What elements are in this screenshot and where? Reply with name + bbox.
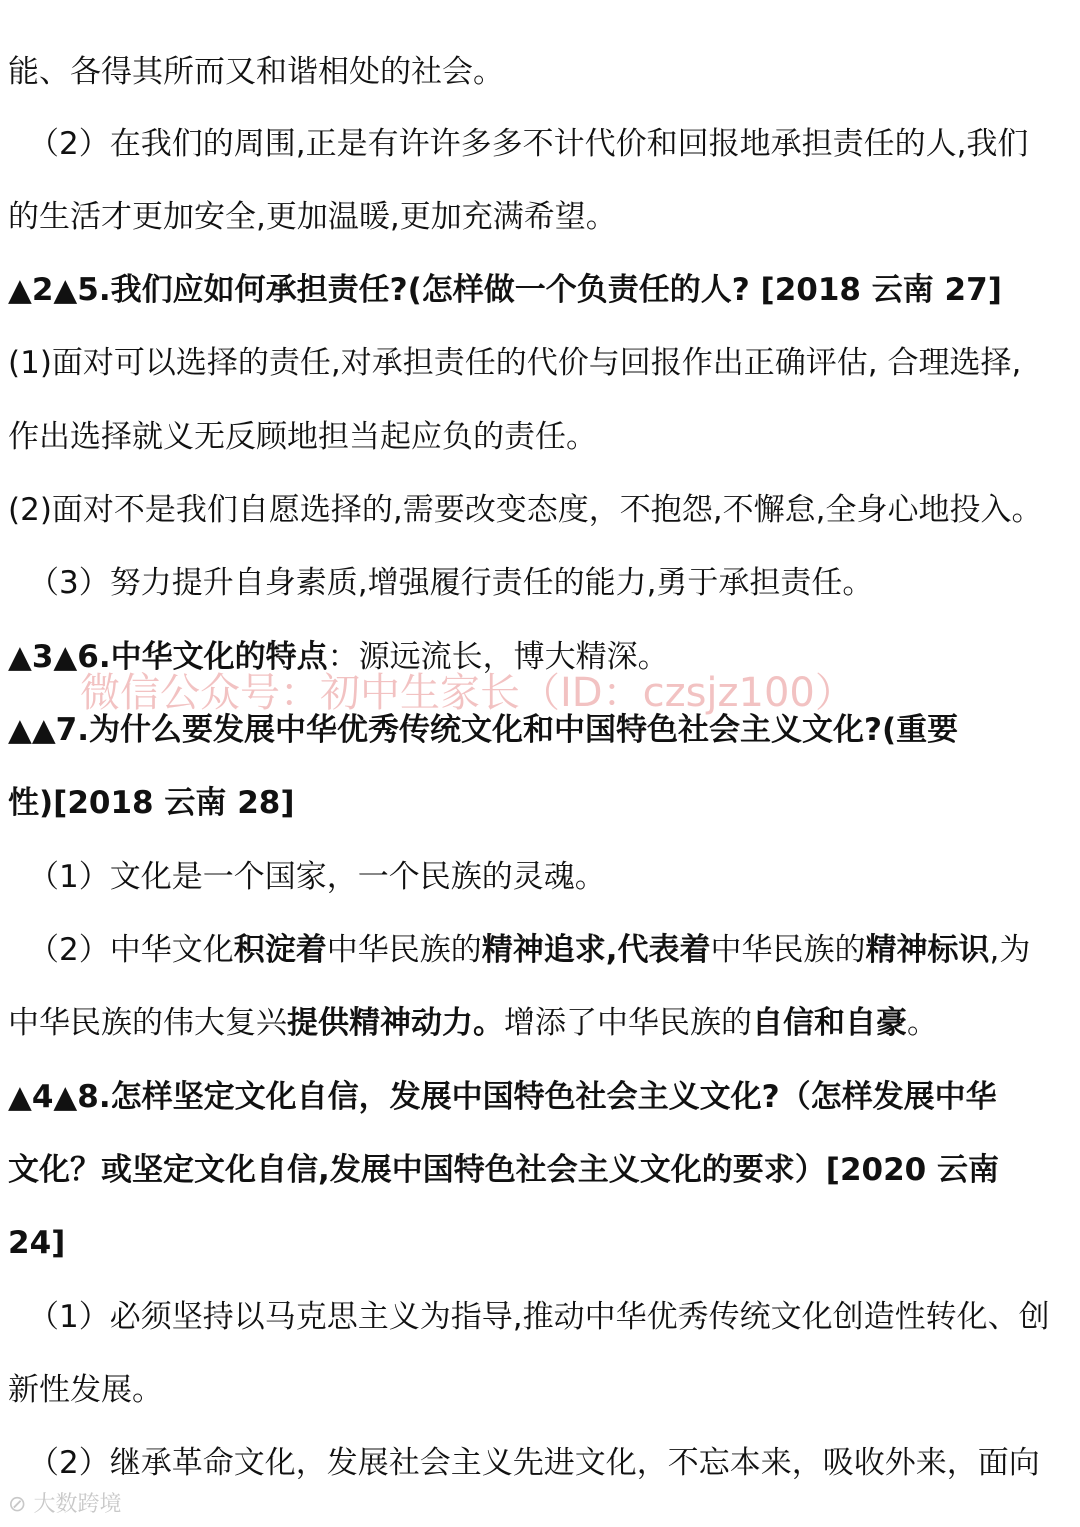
- bold-run: 自信和自豪: [752, 1005, 907, 1041]
- text-run: 中华民族的: [326, 932, 482, 968]
- text-run: (1)面对可以选择的责任,对承担责任的代价与回报作出正确评估, 合理选择,: [8, 345, 1022, 381]
- text-run: （1）必须坚持以马克思主义为指导,推动中华优秀传统文化创造性转化、创: [28, 1299, 1050, 1335]
- text-line: [8, 52, 1074, 92]
- text-line: [28, 857, 1074, 897]
- text-run: 中华民族的: [710, 932, 866, 968]
- text-line: [28, 124, 1074, 164]
- bold-run: 提供精神动力。: [287, 1005, 504, 1041]
- text-run: 。: [907, 1005, 938, 1041]
- section-heading: [8, 710, 1074, 750]
- text-run: 能、各得其所而又和谐相处的社会。: [8, 54, 504, 90]
- text-run: 新性发展。: [8, 1372, 163, 1408]
- watermark: 微信公众号：初中生家长（ID：czsjz100）: [80, 670, 855, 716]
- section-heading: [8, 1223, 1074, 1263]
- source-logo: [8, 1490, 121, 1520]
- heading-text: ▲2▲5.我们应如何承担责任?(怎样做一个负责任的人? [2018 云南 27]: [8, 272, 1002, 308]
- logo-text: 大数跨境: [33, 1492, 122, 1517]
- heading-text: 文化？或坚定文化自信,发展中国特色社会主义文化的要求）[2020 云南: [8, 1152, 1000, 1188]
- heading-text: 中华文化的特点: [110, 639, 328, 675]
- text-line: [8, 343, 1074, 383]
- text-run: （1）文化是一个国家，一个民族的灵魂。: [28, 859, 606, 895]
- text-run: 增添了中华民族的: [504, 1005, 752, 1041]
- text-run: （2）继承革命文化，发展社会主义先进文化，不忘本来，吸收外来，面向: [28, 1445, 1040, 1481]
- bold-run: 代表着: [617, 932, 711, 968]
- section-heading: [8, 783, 1074, 823]
- text-line: [28, 1297, 1074, 1337]
- heading-number: ▲3▲6.: [8, 639, 111, 675]
- bold-run: ,: [605, 932, 618, 968]
- heading-text: 为什么要发展中华优秀传统文化和中国特色社会主义文化?(重要: [89, 712, 959, 748]
- text-line: [28, 930, 1074, 970]
- heading-number: ▲4▲8.: [8, 1079, 111, 1115]
- text-run: 作出选择就义无反顾地担当起应负的责任。: [8, 419, 597, 455]
- section-heading: [8, 270, 1074, 310]
- section-heading: [8, 1150, 1074, 1190]
- text-run: (2)面对不是我们自愿选择的,需要改变态度，不抱怨,不懈怠,全身心地投入。: [8, 492, 1043, 528]
- bold-run: 积淀着: [233, 932, 327, 968]
- text-line: [28, 1443, 1074, 1483]
- text-run: （2）中华文化: [28, 932, 234, 968]
- heading-text: 怎样坚定文化自信，发展中国特色社会主义文化?（怎样发展中华: [110, 1079, 997, 1115]
- heading-text: 性)[2018 云南 28]: [8, 785, 295, 821]
- text-run: ：源远流长，博大精深。: [327, 639, 669, 675]
- text-run: ,为: [989, 932, 1031, 968]
- section-heading: [8, 1077, 1074, 1117]
- text-line: [28, 563, 1074, 603]
- text-line: [8, 1003, 1074, 1043]
- text-run: （2）在我们的周围,正是有许许多多不计代价和回报地承担责任的人,我们: [28, 126, 1029, 162]
- text-line: [8, 197, 1074, 237]
- text-run: 中华民族的伟大复兴: [8, 1005, 287, 1041]
- logo-icon: ⊘: [8, 1492, 34, 1517]
- bold-run: 精神标识: [865, 932, 990, 968]
- bold-run: 精神追求: [481, 932, 606, 968]
- heading-text: 24]: [8, 1225, 66, 1261]
- text-line: [8, 417, 1074, 457]
- heading-number: ▲▲7.: [8, 712, 90, 748]
- text-line: [8, 1370, 1074, 1410]
- text-run: 的生活才更加安全,更加温暖,更加充满希望。: [8, 199, 617, 235]
- text-run: （3）努力提升自身素质,增强履行责任的能力,勇于承担责任。: [28, 565, 874, 601]
- text-line: [8, 490, 1074, 530]
